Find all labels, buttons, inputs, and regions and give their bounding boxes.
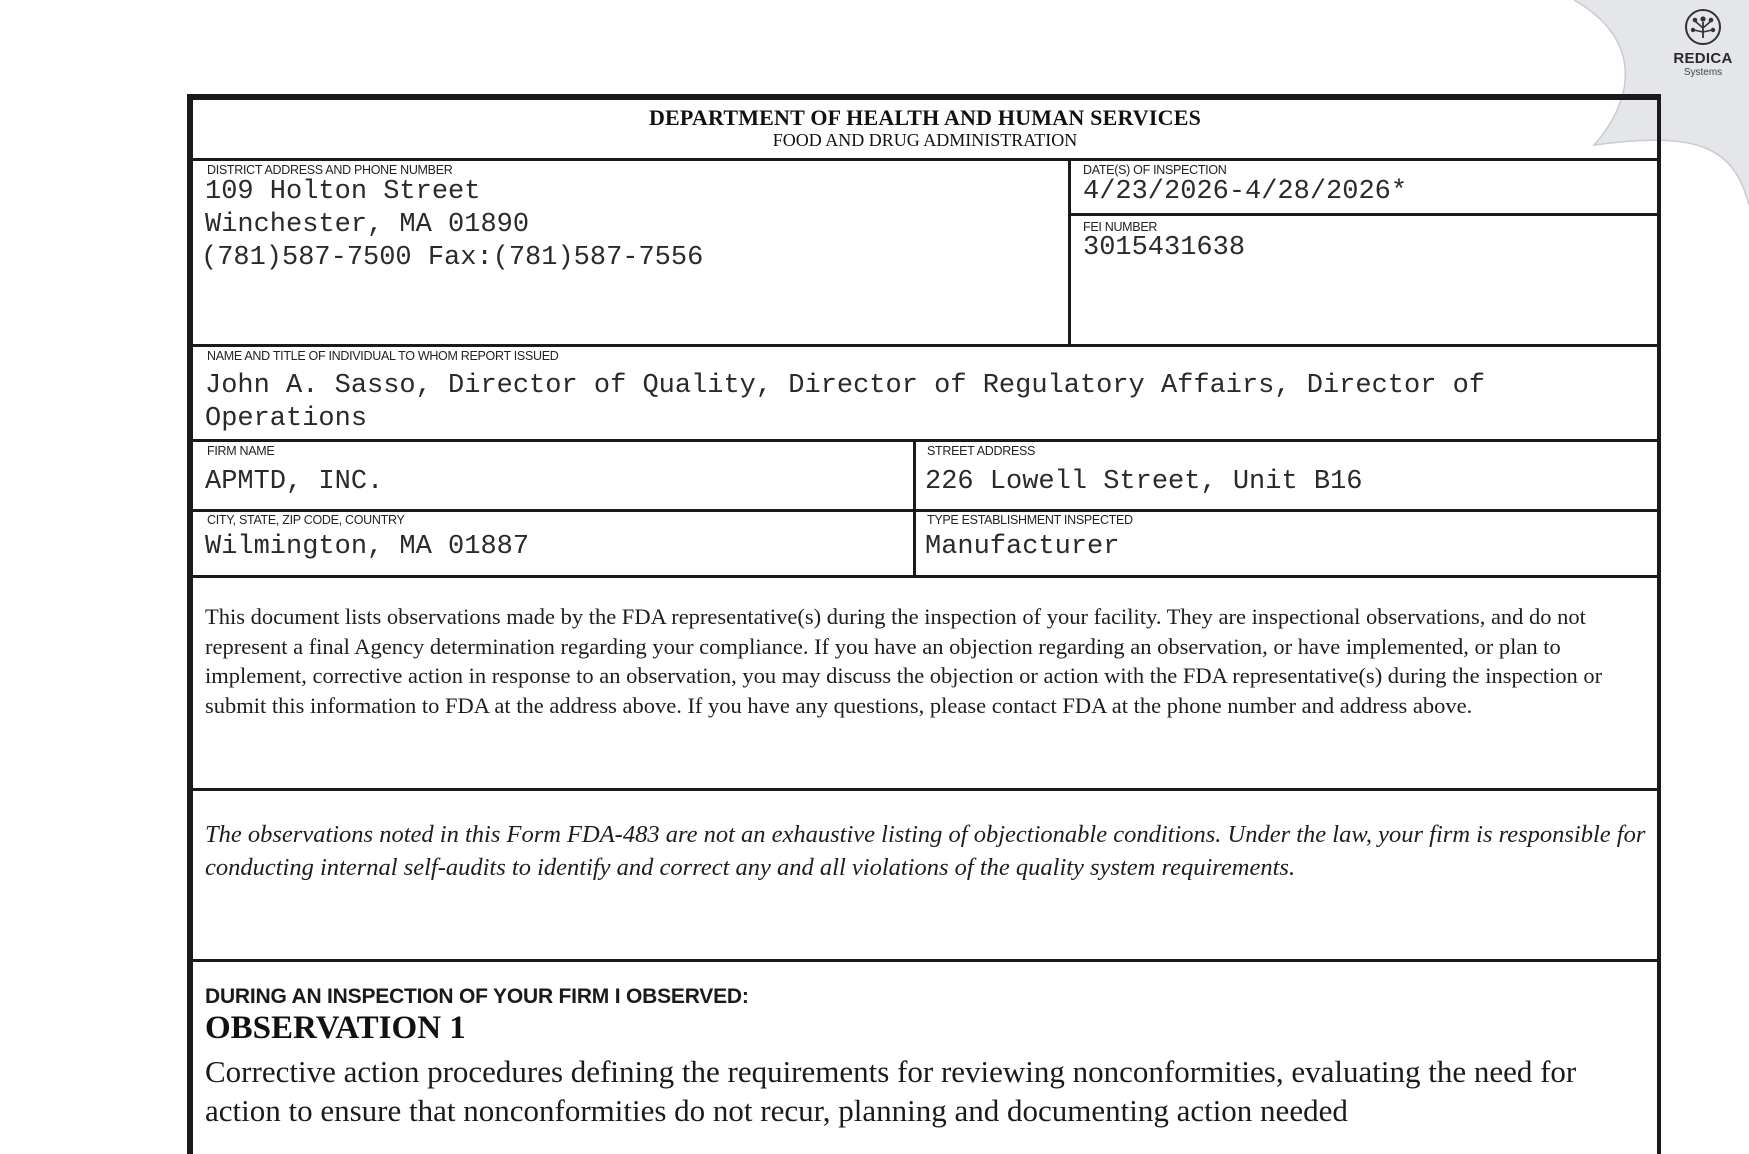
fda-483-form	[187, 94, 1661, 1154]
observation-text: Corrective action procedures defining the requirements for reviewing nonconformities, evaluating the need for action to ensure that nonconformities do not recur, planning and documenting action needed	[205, 1054, 1577, 1128]
recipient-label: NAME AND TITLE OF INDIVIDUAL TO WHOM REPORT ISSUED	[207, 349, 559, 363]
inspection-dates-label: DATE(S) OF INSPECTION	[1083, 163, 1227, 177]
establishment-type-value: Manufacturer	[925, 532, 1120, 562]
observed-heading: DURING AN INSPECTION OF YOUR FIRM I OBSERVED:	[205, 985, 749, 1008]
rule	[913, 439, 916, 578]
rule	[193, 575, 1657, 578]
district-line-2: Winchester, MA 01890	[205, 210, 530, 240]
rule	[193, 959, 1657, 962]
exhaustive-listing-notice: The observations noted in this Form FDA-483 are not an exhaustive listing of objectionable conditions. Under the law, your firm is responsible for conducting internal self-audits to identify and correct any and all violations of the quality system requirements.	[205, 821, 1646, 881]
badge-name: REDICA	[1673, 50, 1733, 67]
city-label: CITY, STATE, ZIP CODE, COUNTRY	[207, 513, 405, 527]
street-address-label: STREET ADDRESS	[927, 444, 1036, 458]
rule	[1069, 213, 1659, 216]
rule	[1068, 158, 1071, 347]
redica-logo	[1665, 8, 1741, 79]
department-title: DEPARTMENT OF HEALTH AND HUMAN SERVICES	[648, 105, 1202, 130]
tree-network-icon	[1684, 8, 1722, 46]
inspection-dates-value: 4/23/2026-4/28/2026*	[1083, 177, 1408, 207]
street-address-value: 226 Lowell Street, Unit B16	[925, 467, 1363, 497]
firm-name-value: APMTD, INC.	[205, 467, 384, 497]
form-header	[193, 106, 1657, 156]
establishment-type-label: TYPE ESTABLISHMENT INSPECTED	[927, 513, 1133, 527]
district-line-1: 109 Holton Street	[205, 177, 481, 207]
rule	[193, 509, 1657, 512]
inspection-notice: This document lists observations made by the FDA representative(s) during the inspection of your facility. They are inspectional observations, and do not represent a final Agency determination regarding your compliance. If you have an objection regarding an observation, or have implemented, or plan to implement, corrective action in response to an observation, you may discuss the objection or action with the FDA representative(s) during the inspection or submit this information to FDA at the address above. If you have any questions, please contact FDA at the phone number and address above.	[205, 604, 1603, 718]
badge-subtitle: Systems	[1683, 67, 1723, 78]
fei-value: 3015431638	[1083, 233, 1246, 263]
rule	[193, 439, 1657, 442]
rule	[193, 344, 1657, 347]
recipient-value: John A. Sasso, Director of Quality, Director of Regulatory Affairs, Director of Operations	[205, 371, 1486, 434]
rule	[193, 788, 1657, 791]
city-value: Wilmington, MA 01887	[205, 532, 530, 562]
rule	[193, 158, 1657, 161]
fei-label: FEI NUMBER	[1083, 220, 1158, 234]
firm-name-label: FIRM NAME	[207, 444, 275, 458]
district-phone: (781)587-7500 Fax:(781)587-7556	[201, 243, 704, 273]
agency-title: FOOD AND DRUG ADMINISTRATION	[772, 130, 1078, 150]
district-label: DISTRICT ADDRESS AND PHONE NUMBER	[207, 163, 453, 177]
observation-title: OBSERVATION 1	[205, 1010, 466, 1046]
